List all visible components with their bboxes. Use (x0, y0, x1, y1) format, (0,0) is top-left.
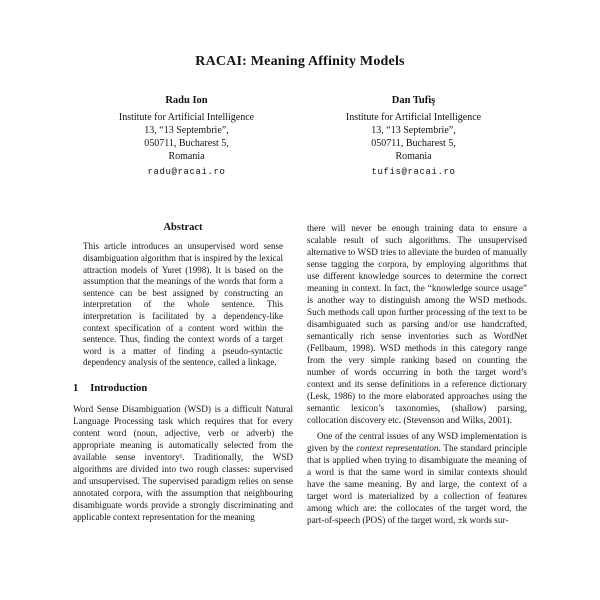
author-1-address-line-2: 050711, Bucharest 5, (144, 138, 229, 150)
paragraph-2-text-after: . The standard principle that is applied when trying to disambiguate the meaning of a word is that the same word in similar contexts should have the same meaning. By and large, the context of a target word is materialized by a collection of features among which are: the collocates of the target word, the part-of-speech (POS) of the target word, ±k words sur- (307, 443, 528, 526)
author-2-address-line-2: 050711, Bucharest 5, (371, 138, 456, 150)
author-2-affiliation: Institute for Artificial Intelligence (345, 111, 482, 123)
author-1-address-line-1: 13, “13 Septembrie”, (144, 125, 229, 137)
right-column-paragraph-2 (307, 430, 527, 526)
author-2-address-line-3: Romania (395, 151, 432, 163)
paragraph-2-text-before: One of the central issues of any WSD implementation is given by the (307, 431, 527, 454)
body-columns (73, 222, 527, 526)
paper-title: RACAI: Meaning Affinity Models (195, 54, 405, 69)
introduction-paragraph-1: Word Sense Disambiguation (WSD) is a difficult Natural Language Processing task which requires that for every content word (noun, adjective, verb or adverb) the appropriate meaning is automatically selected from the available sense inventory¹. Traditionally, the WSD algorithms are divided into two rough classes: supervised and unsupervised. The supervised paradigm relies on sense annotated corpora, with the assumption that neighbouring disambiguate words provide a strongly discriminating and applicable context representation for the meaning (73, 404, 293, 523)
author-1-name: Radu Ion (165, 95, 208, 106)
author-1-email: radu@racai.ro (147, 166, 226, 177)
abstract-heading: Abstract (163, 222, 203, 234)
author-2-name: Dan Tufiş (391, 95, 436, 106)
author-2 (300, 94, 527, 178)
left-column (73, 222, 293, 526)
section-number: 1 (73, 383, 79, 395)
author-2-address-line-1: 13, “13 Septembrie”, (371, 125, 456, 137)
author-1-affiliation: Institute for Artificial Intelligence (118, 111, 255, 123)
right-column (307, 222, 527, 526)
paragraph-2-italic-term: context representation (356, 443, 439, 454)
author-1 (73, 94, 300, 178)
authors-block (73, 94, 527, 178)
abstract-text: This article introduces an unsupervised word sense disambiguation algorithm that is inspired by the lexical attraction models of Yuret (1998). It is based on the assumption that the meanings of the words that form a sentence can be best assigned by constructing an interpretation of the whole sentence. This interpretation is facilitated by a dependency-like context specification of a content word within the sentence. Thus, finding the context words of a target word is a matter of finding a pseudo-syntactic dependency analysis of the sentence, called a linkage. (83, 241, 283, 368)
author-2-email: tufis@racai.ro (371, 166, 456, 177)
right-column-paragraph-1: there will never be enough training data to ensure a scalable result of such algorithms. The unsupervised alternative to WSD tries to alleviate the burden of manually sense tagging the corpora, by employing algorithms that use different knowledge sources to determine the correct meaning in context. In fact, the “knowledge source usage” is another way to distinguish among the WSD methods. Such methods call upon further processing of the text to be disambiguated such as parsing and/or use handcrafted, semantically rich sense inventories such as WordNet (Fellbaum, 1998). WSD methods in this category range from the very simple ranking based on counting the number of words occurring in both the target word’s context and its sense definitions in a reference dictionary (Lesk, 1986) to the more elaborated approaches using the semantic lexicon’s taxonomies, (shallow) parsing, collocation discovery etc. (Stevenson and Wilks, 2001). (307, 223, 527, 426)
section-heading-introduction (73, 383, 293, 395)
section-title: Introduction (90, 383, 148, 395)
author-1-address-line-3: Romania (168, 151, 205, 163)
